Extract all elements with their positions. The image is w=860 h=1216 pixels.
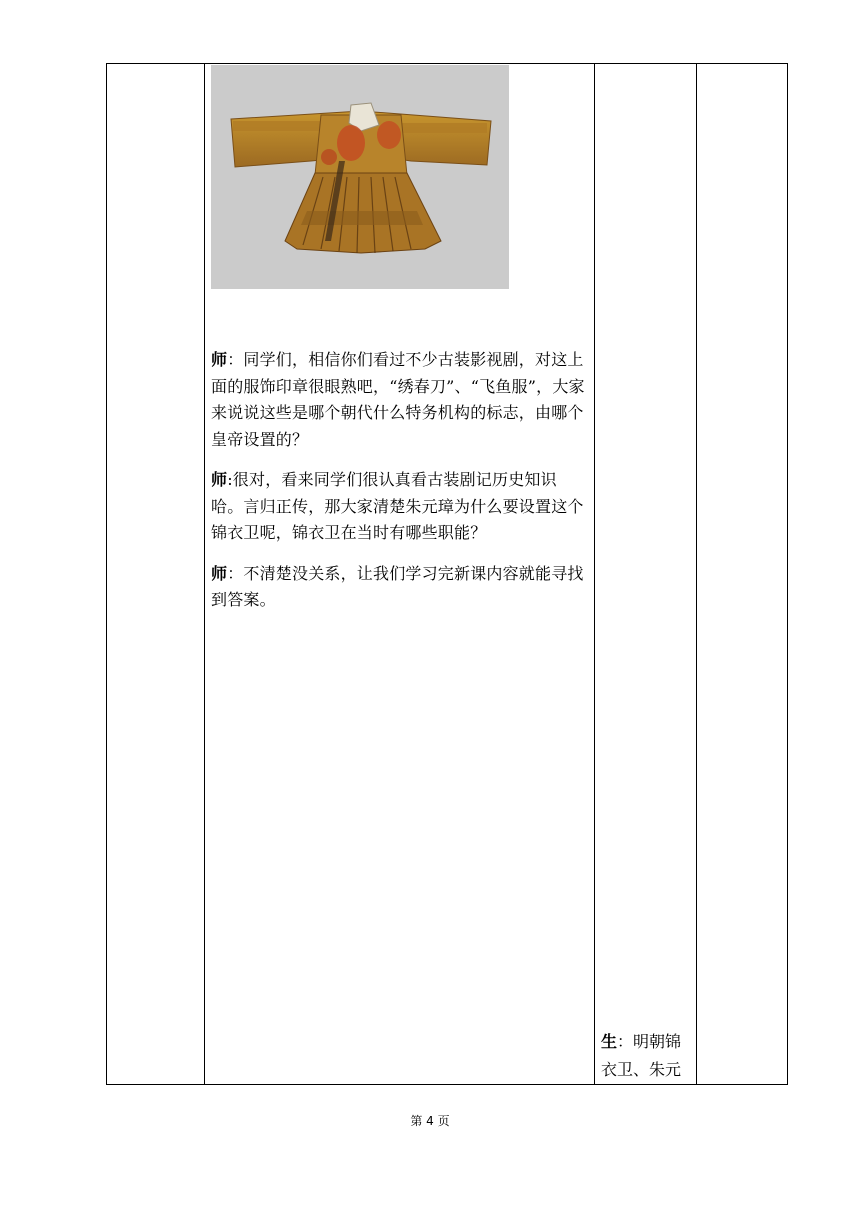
flying-fish-robe-image	[211, 65, 509, 289]
speaker-label: 师	[211, 350, 228, 369]
paragraph-1	[211, 347, 587, 453]
table-cell-teaching-content	[205, 64, 595, 1085]
teacher-dialogue	[211, 347, 587, 628]
table-cell-empty-right	[697, 64, 788, 1085]
speaker-label: 生	[601, 1032, 618, 1051]
paragraph-2	[211, 467, 587, 547]
robe-photo	[211, 65, 509, 289]
speaker-label: 师	[211, 563, 228, 583]
student-response	[601, 1028, 693, 1084]
paragraph-3	[211, 561, 587, 614]
lesson-table	[106, 63, 788, 1085]
table-cell-empty-left	[107, 64, 205, 1085]
page-number: 第 4 页	[410, 1114, 450, 1128]
paragraph-text: :很对，看来同学们很认真看古装剧记历史知识哈。言归正传，那大家清楚朱元璋为什么要设置这个锦衣卫呢，锦衣卫在当时有哪些职能？	[211, 470, 584, 542]
paragraph-text: ：不清楚没关系，让我们学习完新课内容就能寻找到答案。	[211, 563, 584, 609]
speaker-label: 师	[211, 470, 228, 489]
table-cell-student-activity	[595, 64, 697, 1085]
paragraph-text: ：同学们，相信你们看过不少古装影视剧，对这上面的服饰印章很眼熟吧，“绣春刀”、“飞鱼服”，大家来说说这些是哪个朝代什么特务机构的标志，由哪个皇帝设置的？	[211, 350, 585, 449]
student-text: ：明朝锦衣卫、朱元	[601, 1032, 682, 1079]
table-row	[107, 64, 788, 1085]
